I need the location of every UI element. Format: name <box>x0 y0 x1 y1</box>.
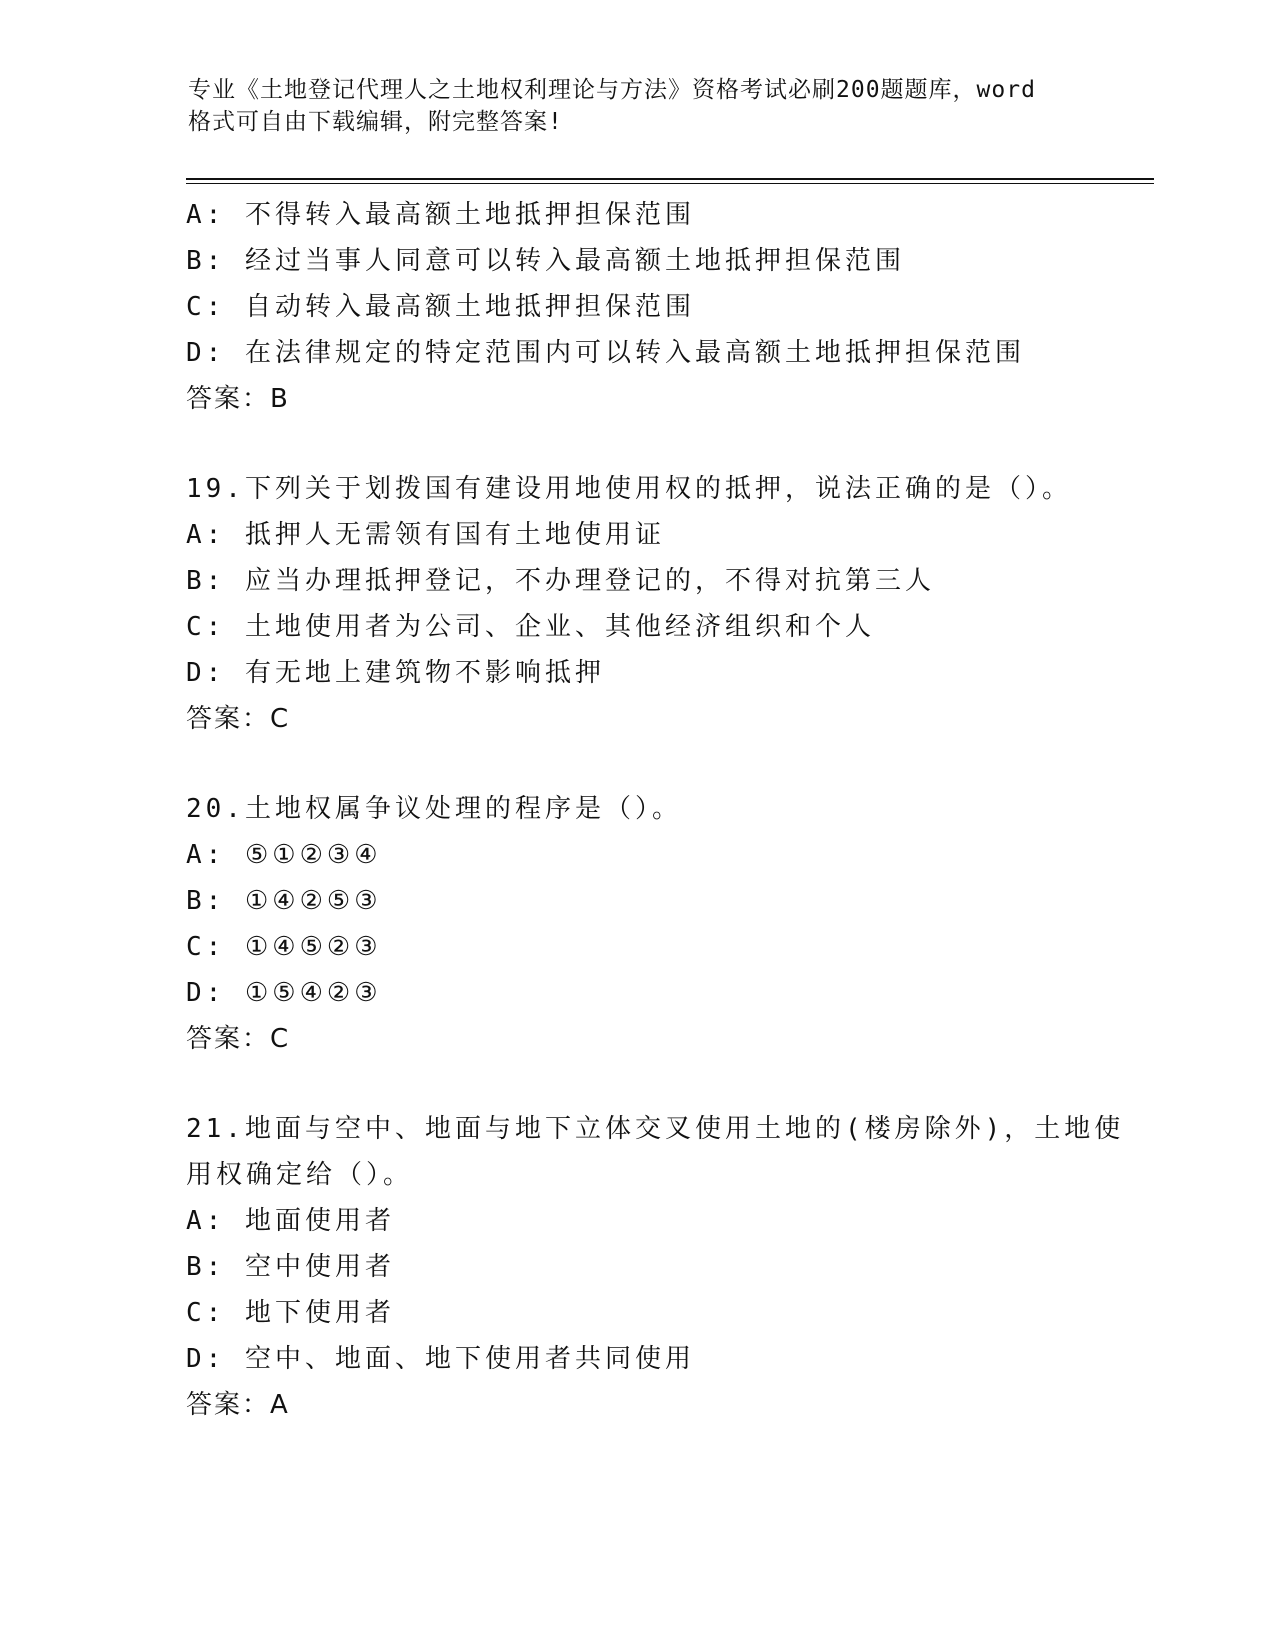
option-d: D: 空中、地面、地下使用者共同使用 <box>186 1344 695 1374</box>
option-a: A: 地面使用者 <box>186 1206 395 1236</box>
answer: 答案：A <box>186 1390 290 1420</box>
question-text-line-2: 用权确定给（）。 <box>186 1160 414 1190</box>
document-header <box>188 74 1088 138</box>
question-text: 19.下列关于划拨国有建设用地使用权的抵押，说法正确的是（）。 <box>186 474 1072 504</box>
option-a: A: 抵押人无需领有国有土地使用证 <box>186 520 665 550</box>
option-d: D: 有无地上建筑物不影响抵押 <box>186 658 605 688</box>
question-19 <box>186 466 1086 742</box>
answer: 答案：B <box>186 384 290 414</box>
option-c: C: 自动转入最高额土地抵押担保范围 <box>186 292 695 322</box>
header-divider-thin <box>186 183 1154 184</box>
question-18 <box>186 192 1086 422</box>
question-20 <box>186 786 1086 1062</box>
spacer <box>186 1062 1086 1106</box>
header-line-2: 格式可自由下载编辑，附完整答案! <box>188 109 563 135</box>
option-c: C: 土地使用者为公司、企业、其他经济组织和个人 <box>186 612 875 642</box>
question-text: 20.土地权属争议处理的程序是（）。 <box>186 794 682 824</box>
option-a: A: 不得转入最高额土地抵押担保范围 <box>186 200 695 230</box>
header-line-1: 专业《土地登记代理人之土地权利理论与方法》资格考试必刷200题题库，word <box>188 77 1036 103</box>
spacer <box>186 422 1086 466</box>
option-c: C: 地下使用者 <box>186 1298 395 1328</box>
option-a: A: ⑤①②③④ <box>186 840 382 870</box>
option-b: B: 经过当事人同意可以转入最高额土地抵押担保范围 <box>186 246 905 276</box>
answer: 答案：C <box>186 1024 291 1054</box>
header-divider-thick <box>186 178 1154 180</box>
option-b: B: ①④②⑤③ <box>186 886 382 916</box>
option-d: D: 在法律规定的特定范围内可以转入最高额土地抵押担保范围 <box>186 338 1025 368</box>
spacer <box>186 742 1086 786</box>
option-c: C: ①④⑤②③ <box>186 932 382 962</box>
option-b: B: 空中使用者 <box>186 1252 395 1282</box>
option-b: B: 应当办理抵押登记，不办理登记的，不得对抗第三人 <box>186 566 935 596</box>
question-text-line-1: 21.地面与空中、地面与地下立体交叉使用土地的(楼房除外)，土地使 <box>186 1114 1125 1144</box>
question-list <box>186 192 1125 1428</box>
option-d: D: ①⑤④②③ <box>186 978 382 1008</box>
question-21 <box>186 1106 1125 1428</box>
answer: 答案：C <box>186 704 291 734</box>
